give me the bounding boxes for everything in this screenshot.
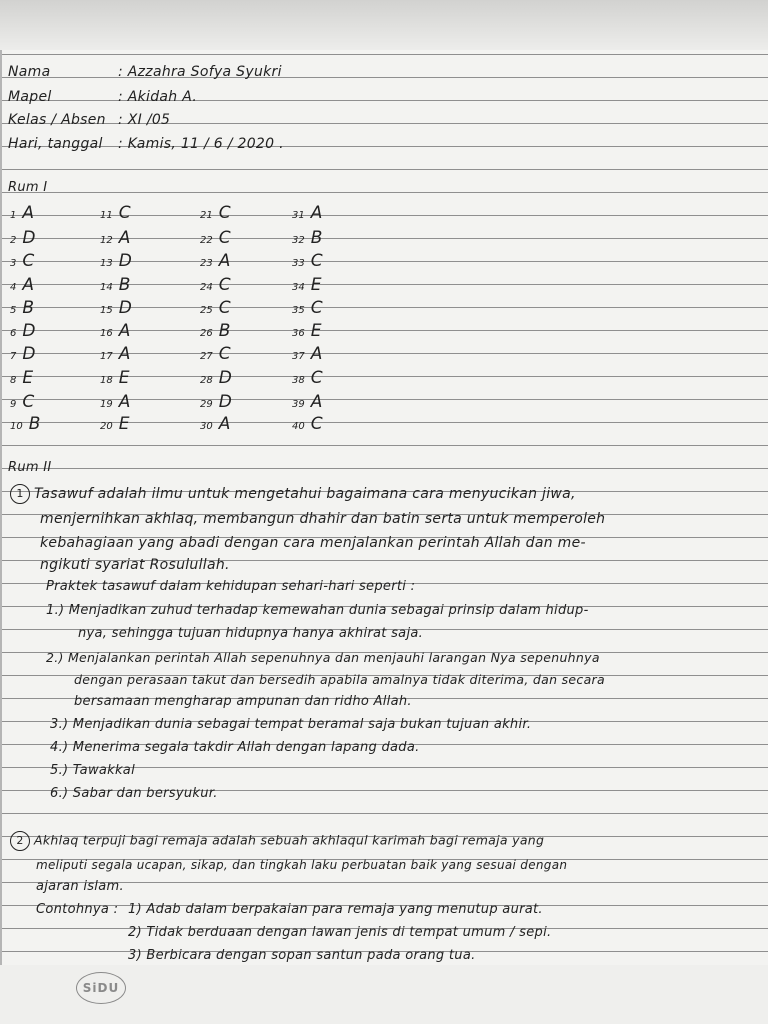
answer-item [100, 393, 130, 414]
answer-letter: A [22, 203, 35, 223]
nama-label: Nama [8, 64, 51, 80]
answer-letter: D [22, 344, 36, 364]
answer-number: 21 [200, 210, 213, 221]
answer-number: 22 [200, 235, 213, 246]
answer-letter: C [22, 251, 35, 271]
answer-number: 29 [200, 399, 213, 410]
kelas-value: : XI /05 [118, 112, 171, 128]
answer-number: 3 [10, 258, 17, 269]
answer-number: 38 [292, 375, 305, 386]
practice-item: nya, sehingga tujuan hidupnya hanya akhirat saja. [78, 626, 424, 641]
question-2-line-1: meliputi segala ucapan, sikap, dan tingkah laku perbuatan baik yang sesuai dengan [36, 858, 568, 872]
section2-title: Rum II [8, 460, 52, 475]
answer-number: 27 [200, 351, 213, 362]
answer-letter: D [22, 321, 36, 341]
answer-item [292, 229, 322, 250]
answer-letter: D [118, 298, 132, 318]
answer-number: 40 [292, 421, 305, 432]
answer-item [292, 415, 323, 436]
answer-number: 24 [200, 282, 213, 293]
page-margin-line [0, 50, 2, 965]
answer-number: 33 [292, 258, 305, 269]
answer-item [200, 345, 231, 366]
answer-item [10, 252, 34, 273]
answer-letter: C [218, 228, 231, 248]
nama-value: : Azzahra Sofya Syukri [118, 64, 282, 80]
answer-letter: C [218, 298, 231, 318]
answer-item [292, 345, 322, 366]
answer-number: 10 [10, 421, 23, 432]
answer-item [10, 369, 33, 390]
answer-item [200, 393, 232, 414]
answer-number: 4 [10, 282, 17, 293]
answer-item [292, 369, 323, 390]
answer-item [292, 322, 321, 343]
answer-item [100, 322, 130, 343]
answer-item [200, 229, 231, 250]
answer-letter: B [28, 414, 41, 434]
answer-item [10, 393, 34, 414]
answer-item [100, 299, 132, 320]
answer-letter: A [22, 275, 35, 295]
answer-letter: A [310, 203, 323, 223]
answer-item [10, 276, 34, 297]
answer-letter: A [218, 251, 231, 271]
answer-letter: C [310, 298, 323, 318]
question-1-text: Tasawuf adalah ilmu untuk mengetahui bagaimana cara menyucikan jiwa, [34, 486, 576, 502]
answer-letter: D [22, 228, 36, 248]
answer-item [200, 415, 230, 436]
answer-number: 15 [100, 305, 113, 316]
answer-letter: D [218, 368, 232, 388]
answer-letter: E [310, 321, 322, 341]
answer-number: 11 [100, 210, 113, 221]
answer-item [10, 204, 34, 225]
answer-number: 6 [10, 328, 17, 339]
answer-letter: D [118, 251, 132, 271]
answer-letter: B [218, 321, 231, 341]
practice-item: 1.) Menjadikan zuhud terhadap kemewahan dunia sebagai prinsip dalam hidup- [46, 603, 589, 618]
answer-letter: A [118, 344, 131, 364]
answer-number: 17 [100, 351, 113, 362]
question-2-text: Akhlaq terpuji bagi remaja adalah sebuah akhlaqul karimah bagi remaja yang [34, 832, 545, 848]
section1-title: Rum I [8, 180, 48, 195]
answer-number: 34 [292, 282, 305, 293]
answer-letter: C [310, 368, 323, 388]
answer-letter: D [218, 392, 232, 412]
answer-number: 37 [292, 351, 305, 362]
answer-number: 20 [100, 421, 113, 432]
example-item: 3) Berbicara dengan sopan santun pada orang tua. [128, 948, 476, 963]
practice-item: dengan perasaan takut dan bersedih apabila amalnya tidak diterima, dan secara [74, 672, 605, 687]
answer-item [292, 299, 323, 320]
answer-item [10, 299, 34, 320]
answer-letter: B [310, 228, 323, 248]
answer-number: 12 [100, 235, 113, 246]
answer-item [200, 204, 231, 225]
mapel-label: Mapel [8, 89, 52, 105]
answer-item [292, 276, 321, 297]
answer-letter: E [22, 368, 34, 388]
question-2-line-2: ajaran islam. [36, 879, 124, 894]
answer-letter: A [118, 228, 131, 248]
question-2-line-0 [10, 831, 544, 851]
notebook-brand-logo: SiDU [76, 972, 126, 1004]
page-top-shadow [0, 0, 768, 50]
answer-number: 36 [292, 328, 305, 339]
example-item: 1) Adab dalam berpakaian para remaja yang menutup aurat. [128, 902, 543, 917]
question-1-line-3: ngikuti syariat Rosulullah. [40, 557, 230, 573]
answer-item [200, 276, 231, 297]
answer-item [292, 204, 322, 225]
answer-number: 35 [292, 305, 305, 316]
answer-item [100, 229, 130, 250]
answer-letter: A [310, 392, 323, 412]
practice-item: 6.) Sabar dan bersyukur. [50, 786, 218, 801]
answer-item [100, 369, 129, 390]
practice-item: 2.) Menjalankan perintah Allah sepenuhnya dan menjauhi larangan Nya sepenuhnya [46, 650, 600, 665]
answer-letter: E [118, 414, 130, 434]
answer-number: 14 [100, 282, 113, 293]
practice-item: bersamaan mengharap ampunan dan ridho Allah. [74, 694, 412, 709]
answer-item [292, 393, 322, 414]
answer-number: 30 [200, 421, 213, 432]
answer-number: 31 [292, 210, 305, 221]
question-1-line-1: menjernihkan akhlaq, membangun dhahir dan batin serta untuk memperoleh [40, 511, 606, 527]
answer-letter: C [218, 275, 231, 295]
question-number-badge: 1 [10, 484, 30, 504]
answer-letter: C [218, 203, 231, 223]
answer-number: 26 [200, 328, 213, 339]
answer-number: 18 [100, 375, 113, 386]
answer-letter: C [310, 414, 323, 434]
answer-letter: B [22, 298, 35, 318]
mapel-value: : Akidah A. [118, 89, 198, 105]
example-item: 2) Tidak berduaan dengan lawan jenis di tempat umum / sepi. [128, 925, 552, 940]
practice-item: 5.) Tawakkal [50, 763, 135, 778]
answer-number: 1 [10, 210, 17, 221]
question-1-line-2: kebahagiaan yang abadi dengan cara menjalankan perintah Allah dan me- [40, 535, 586, 551]
practice-item: 4.) Menerima segala takdir Allah dengan lapang dada. [50, 740, 420, 755]
answer-item [100, 252, 132, 273]
answer-letter: A [310, 344, 323, 364]
answer-item [200, 322, 230, 343]
examples-label: Contohnya : [36, 902, 119, 917]
answer-number: 2 [10, 235, 17, 246]
answer-letter: B [118, 275, 131, 295]
answer-letter: C [22, 392, 35, 412]
answer-number: 8 [10, 375, 17, 386]
question-number-badge: 2 [10, 831, 30, 851]
answer-letter: C [310, 251, 323, 271]
answer-item [100, 415, 129, 436]
question-1-line-0 [10, 484, 576, 504]
answer-item [100, 345, 130, 366]
answer-item [100, 276, 130, 297]
answer-number: 19 [100, 399, 113, 410]
answer-letter: C [118, 203, 131, 223]
answer-item [292, 252, 323, 273]
answer-number: 5 [10, 305, 17, 316]
answer-number: 28 [200, 375, 213, 386]
answer-number: 7 [10, 351, 17, 362]
hari-label: Hari, tanggal [8, 136, 103, 152]
answer-item [10, 345, 35, 366]
answer-letter: A [118, 321, 131, 341]
answer-item [10, 322, 35, 343]
answer-letter: C [218, 344, 231, 364]
answer-item [200, 252, 230, 273]
answer-number: 25 [200, 305, 213, 316]
answer-number: 32 [292, 235, 305, 246]
answer-item [100, 204, 131, 225]
answer-item [200, 369, 232, 390]
answer-letter: A [218, 414, 231, 434]
answer-item [10, 229, 35, 250]
answer-item [200, 299, 231, 320]
answer-number: 9 [10, 399, 17, 410]
answer-number: 23 [200, 258, 213, 269]
answer-number: 13 [100, 258, 113, 269]
question-1-intro: Praktek tasawuf dalam kehidupan sehari-hari seperti : [46, 579, 416, 594]
answer-number: 16 [100, 328, 113, 339]
answer-number: 39 [292, 399, 305, 410]
answer-letter: E [118, 368, 130, 388]
answer-letter: A [118, 392, 131, 412]
kelas-label: Kelas / Absen [8, 112, 106, 128]
hari-value: : Kamis, 11 / 6 / 2020 . [118, 136, 284, 152]
answer-item [10, 415, 40, 436]
answer-letter: E [310, 275, 322, 295]
practice-item: 3.) Menjadikan dunia sebagai tempat beramal saja bukan tujuan akhir. [50, 717, 532, 732]
